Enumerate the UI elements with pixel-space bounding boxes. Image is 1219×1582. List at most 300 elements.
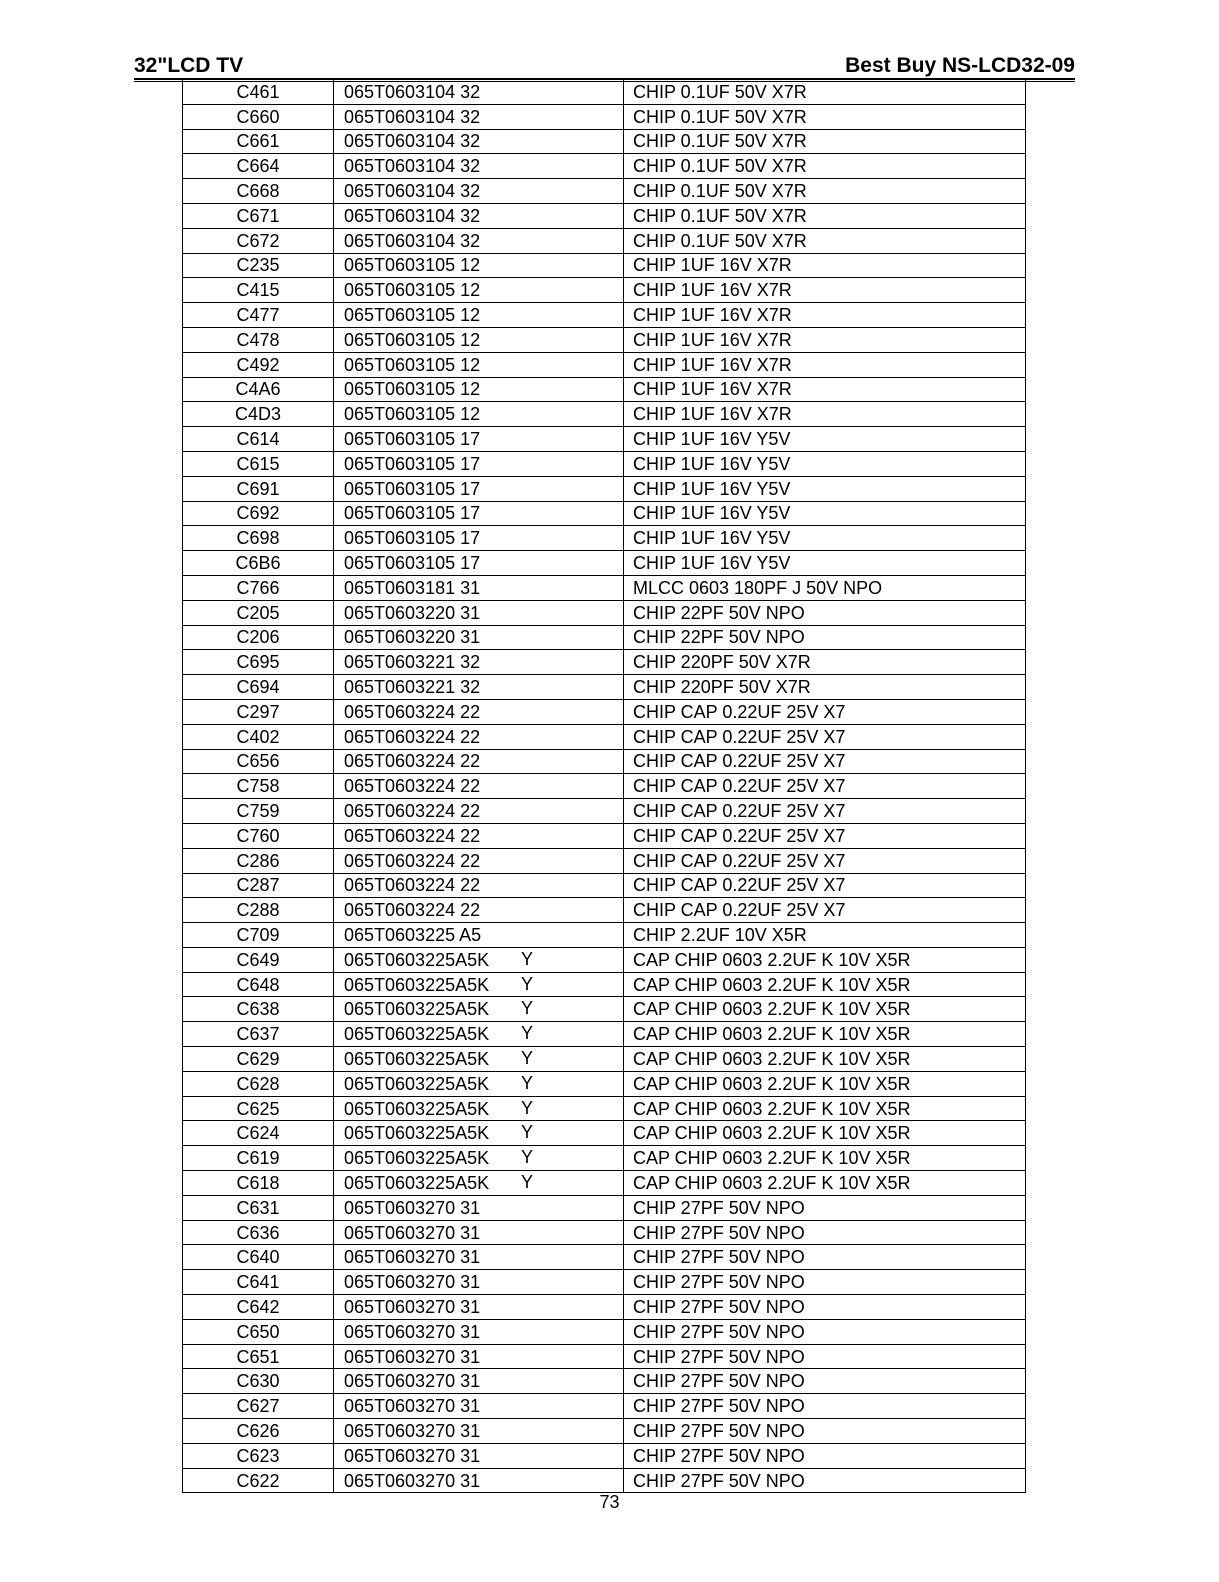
table-row [183, 427, 1026, 452]
part-number: 065T0603224 22 [344, 776, 481, 797]
ref-cell: C402 [183, 724, 334, 749]
part-number-cell [334, 203, 624, 228]
part-number-cell [334, 253, 624, 278]
part-number-cell [334, 402, 624, 427]
table-row [183, 1468, 1026, 1493]
table-row [183, 1319, 1026, 1344]
part-number: 065T0603270 31 [344, 1247, 481, 1268]
flag-mark: Y [521, 1023, 534, 1044]
description-cell: CHIP 27PF 50V NPO [624, 1468, 1026, 1493]
part-number-cell [334, 997, 624, 1022]
part-number-cell [334, 774, 624, 799]
table-row [183, 823, 1026, 848]
parts-table [182, 79, 1026, 1493]
ref-cell: C698 [183, 526, 334, 551]
part-number: 065T0603105 17 [344, 528, 481, 549]
description-cell: CAP CHIP 0603 2.2UF K 10V X5R [624, 1121, 1026, 1146]
table-row [183, 1419, 1026, 1444]
ref-cell: C692 [183, 501, 334, 526]
description-cell: CAP CHIP 0603 2.2UF K 10V X5R [624, 1022, 1026, 1047]
table-row [183, 997, 1026, 1022]
part-number: 065T0603270 31 [344, 1222, 481, 1243]
table-row [183, 923, 1026, 948]
ref-cell: C671 [183, 203, 334, 228]
table-row [183, 724, 1026, 749]
part-number-cell [334, 600, 624, 625]
description-cell: CHIP 1UF 16V X7R [624, 327, 1026, 352]
table-row [183, 352, 1026, 377]
part-number: 065T0603270 31 [344, 1371, 481, 1392]
part-number: 065T0603270 31 [344, 1445, 481, 1466]
part-number: 065T0603105 17 [344, 503, 481, 524]
part-number-cell [334, 303, 624, 328]
ref-cell: C651 [183, 1344, 334, 1369]
description-cell: CHIP 27PF 50V NPO [624, 1419, 1026, 1444]
ref-cell: C640 [183, 1245, 334, 1270]
description-cell: CHIP 27PF 50V NPO [624, 1195, 1026, 1220]
table-row [183, 1245, 1026, 1270]
description-cell: CHIP CAP 0.22UF 25V X7 [624, 699, 1026, 724]
part-number-cell [334, 848, 624, 873]
table-row [183, 749, 1026, 774]
part-number: 065T0603270 31 [344, 1296, 481, 1317]
part-number: 065T0603105 12 [344, 255, 481, 276]
table-row [183, 551, 1026, 576]
ref-cell: C650 [183, 1319, 334, 1344]
part-number: 065T0603224 22 [344, 900, 481, 921]
part-number: 065T0603225 A5 [344, 924, 482, 945]
ref-cell: C624 [183, 1121, 334, 1146]
part-number-cell [334, 278, 624, 303]
description-cell: CHIP 220PF 50V X7R [624, 650, 1026, 675]
flag-mark: Y [521, 1122, 534, 1143]
table-row [183, 575, 1026, 600]
ref-cell: C648 [183, 972, 334, 997]
part-number-cell [334, 1319, 624, 1344]
part-number-cell [334, 873, 624, 898]
part-number: 065T0603270 31 [344, 1321, 481, 1342]
ref-cell: C661 [183, 129, 334, 154]
table-row [183, 1394, 1026, 1419]
table-row [183, 1295, 1026, 1320]
part-number: 065T0603105 17 [344, 553, 481, 574]
flag-mark: Y [521, 998, 534, 1019]
table-row [183, 402, 1026, 427]
description-cell: CHIP 1UF 16V X7R [624, 377, 1026, 402]
description-cell: CHIP 27PF 50V NPO [624, 1369, 1026, 1394]
description-cell: CHIP 27PF 50V NPO [624, 1319, 1026, 1344]
part-number-cell [334, 898, 624, 923]
ref-cell: C641 [183, 1270, 334, 1295]
table-row [183, 1344, 1026, 1369]
table-row [183, 650, 1026, 675]
description-cell: CHIP 27PF 50V NPO [624, 1295, 1026, 1320]
ref-cell: C627 [183, 1394, 334, 1419]
table-row [183, 625, 1026, 650]
ref-cell: C695 [183, 650, 334, 675]
description-cell: CAP CHIP 0603 2.2UF K 10V X5R [624, 1096, 1026, 1121]
ref-cell: C4D3 [183, 402, 334, 427]
description-cell: CHIP 27PF 50V NPO [624, 1220, 1026, 1245]
description-cell: CHIP 1UF 16V Y5V [624, 501, 1026, 526]
ref-cell: C664 [183, 154, 334, 179]
table-row [183, 526, 1026, 551]
description-cell: CHIP 0.1UF 50V X7R [624, 179, 1026, 204]
part-number: 065T0603225A5K [344, 974, 490, 995]
header-product: Best Buy NS-LCD32-09 [845, 54, 1075, 77]
table-row [183, 278, 1026, 303]
part-number: 065T0603224 22 [344, 875, 481, 896]
table-row [183, 774, 1026, 799]
table-row [183, 1146, 1026, 1171]
part-number: 065T0603225A5K [344, 1172, 490, 1193]
ref-cell: C630 [183, 1369, 334, 1394]
ref-cell: C694 [183, 675, 334, 700]
ref-cell: C288 [183, 898, 334, 923]
parts-table-body [183, 80, 1026, 1493]
table-row [183, 327, 1026, 352]
part-number-cell [334, 1096, 624, 1121]
part-number-cell [334, 526, 624, 551]
part-number: 065T0603225A5K [344, 999, 490, 1020]
ref-cell: C614 [183, 427, 334, 452]
description-cell: CHIP 0.1UF 50V X7R [624, 80, 1026, 105]
part-number-cell [334, 1443, 624, 1468]
part-number: 065T0603104 32 [344, 131, 481, 152]
flag-mark: Y [521, 948, 534, 969]
part-number: 065T0603270 31 [344, 1396, 481, 1417]
ref-cell: C691 [183, 476, 334, 501]
ref-cell: C478 [183, 327, 334, 352]
description-cell: CHIP 22PF 50V NPO [624, 600, 1026, 625]
ref-cell: C461 [183, 80, 334, 105]
ref-cell: C615 [183, 451, 334, 476]
part-number: 065T0603105 12 [344, 280, 481, 301]
description-cell: CHIP CAP 0.22UF 25V X7 [624, 724, 1026, 749]
table-row [183, 1220, 1026, 1245]
part-number-cell [334, 799, 624, 824]
description-cell: CHIP 1UF 16V X7R [624, 402, 1026, 427]
description-cell: CHIP 0.1UF 50V X7R [624, 154, 1026, 179]
part-number-cell [334, 823, 624, 848]
part-number-cell [334, 1468, 624, 1493]
description-cell: CHIP 1UF 16V X7R [624, 352, 1026, 377]
part-number-cell [334, 749, 624, 774]
description-cell: CHIP 1UF 16V X7R [624, 278, 1026, 303]
ref-cell: C286 [183, 848, 334, 873]
part-number: 065T0603225A5K [344, 1123, 490, 1144]
part-number-cell [334, 1171, 624, 1196]
part-number-cell [334, 1369, 624, 1394]
part-number: 065T0603224 22 [344, 751, 481, 772]
description-cell: CHIP 1UF 16V Y5V [624, 476, 1026, 501]
description-cell: CHIP CAP 0.22UF 25V X7 [624, 898, 1026, 923]
description-cell: CHIP CAP 0.22UF 25V X7 [624, 749, 1026, 774]
part-number-cell [334, 1121, 624, 1146]
ref-cell: C619 [183, 1146, 334, 1171]
ref-cell: C649 [183, 947, 334, 972]
ref-cell: C235 [183, 253, 334, 278]
part-number: 065T0603104 32 [344, 156, 481, 177]
description-cell: CHIP 0.1UF 50V X7R [624, 203, 1026, 228]
description-cell: CAP CHIP 0603 2.2UF K 10V X5R [624, 997, 1026, 1022]
part-number-cell [334, 1146, 624, 1171]
ref-cell: C759 [183, 799, 334, 824]
table-row [183, 501, 1026, 526]
part-number-cell [334, 724, 624, 749]
part-number: 065T0603224 22 [344, 850, 481, 871]
part-number: 065T0603221 32 [344, 677, 481, 698]
part-number-cell [334, 1022, 624, 1047]
flag-mark: Y [521, 1072, 534, 1093]
table-row [183, 1047, 1026, 1072]
table-row [183, 129, 1026, 154]
flag-mark: Y [521, 1147, 534, 1168]
part-number-cell [334, 575, 624, 600]
ref-cell: C622 [183, 1468, 334, 1493]
flag-mark: Y [521, 973, 534, 994]
table-row [183, 451, 1026, 476]
part-number: 065T0603225A5K [344, 1098, 490, 1119]
part-number: 065T0603104 32 [344, 230, 481, 251]
part-number-cell [334, 476, 624, 501]
table-row [183, 1071, 1026, 1096]
table-row [183, 476, 1026, 501]
description-cell: CHIP 22PF 50V NPO [624, 625, 1026, 650]
ref-cell: C626 [183, 1419, 334, 1444]
part-number: 065T0603270 31 [344, 1346, 481, 1367]
ref-cell: C415 [183, 278, 334, 303]
part-number-cell [334, 1270, 624, 1295]
description-cell: CHIP 1UF 16V X7R [624, 303, 1026, 328]
description-cell: CHIP 0.1UF 50V X7R [624, 228, 1026, 253]
part-number: 065T0603224 22 [344, 825, 481, 846]
table-row [183, 848, 1026, 873]
part-number-cell [334, 427, 624, 452]
part-number: 065T0603224 22 [344, 726, 481, 747]
ref-cell: C642 [183, 1295, 334, 1320]
flag-mark: Y [521, 1097, 534, 1118]
part-number: 065T0603220 31 [344, 602, 481, 623]
table-row [183, 303, 1026, 328]
ref-cell: C668 [183, 179, 334, 204]
part-number: 065T0603105 12 [344, 354, 481, 375]
description-cell: CHIP 220PF 50V X7R [624, 675, 1026, 700]
header-model: 32"LCD TV [134, 54, 244, 77]
part-number: 065T0603225A5K [344, 949, 490, 970]
part-number-cell [334, 972, 624, 997]
table-row [183, 675, 1026, 700]
description-cell: CHIP 27PF 50V NPO [624, 1245, 1026, 1270]
description-cell: CHIP 27PF 50V NPO [624, 1443, 1026, 1468]
part-number-cell [334, 352, 624, 377]
table-row [183, 1195, 1026, 1220]
description-cell: CHIP CAP 0.22UF 25V X7 [624, 823, 1026, 848]
part-number-cell [334, 1220, 624, 1245]
table-row [183, 179, 1026, 204]
description-cell: CHIP 0.1UF 50V X7R [624, 129, 1026, 154]
table-row [183, 203, 1026, 228]
part-number: 065T0603225A5K [344, 1048, 490, 1069]
table-row [183, 228, 1026, 253]
description-cell: CAP CHIP 0603 2.2UF K 10V X5R [624, 1047, 1026, 1072]
description-cell: CHIP 1UF 16V Y5V [624, 526, 1026, 551]
part-number: 065T0603104 32 [344, 181, 481, 202]
part-number-cell [334, 1344, 624, 1369]
ref-cell: C492 [183, 352, 334, 377]
description-cell: CAP CHIP 0603 2.2UF K 10V X5R [624, 1146, 1026, 1171]
ref-cell: C656 [183, 749, 334, 774]
part-number-cell [334, 1394, 624, 1419]
part-number-cell [334, 625, 624, 650]
description-cell: CHIP 2.2UF 10V X5R [624, 923, 1026, 948]
table-row [183, 1171, 1026, 1196]
part-number: 065T0603270 31 [344, 1197, 481, 1218]
description-cell: CHIP CAP 0.22UF 25V X7 [624, 848, 1026, 873]
part-number: 065T0603105 17 [344, 478, 481, 499]
table-row [183, 154, 1026, 179]
description-cell: MLCC 0603 180PF J 50V NPO [624, 575, 1026, 600]
part-number-cell [334, 923, 624, 948]
part-number-cell [334, 1195, 624, 1220]
part-number: 065T0603220 31 [344, 627, 481, 648]
part-number: 065T0603105 12 [344, 329, 481, 350]
table-row [183, 898, 1026, 923]
part-number: 065T0603105 12 [344, 404, 481, 425]
part-number-cell [334, 377, 624, 402]
description-cell: CAP CHIP 0603 2.2UF K 10V X5R [624, 1071, 1026, 1096]
part-number-cell [334, 104, 624, 129]
ref-cell: C625 [183, 1096, 334, 1121]
table-row [183, 104, 1026, 129]
table-row [183, 377, 1026, 402]
table-row [183, 873, 1026, 898]
ref-cell: C623 [183, 1443, 334, 1468]
ref-cell: C4A6 [183, 377, 334, 402]
part-number-cell [334, 1047, 624, 1072]
part-number: 065T0603181 31 [344, 577, 481, 598]
ref-cell: C637 [183, 1022, 334, 1047]
part-number-cell [334, 501, 624, 526]
part-number: 065T0603225A5K [344, 1148, 490, 1169]
part-number-cell [334, 80, 624, 105]
table-row [183, 1096, 1026, 1121]
page-number: 73 [599, 1492, 620, 1512]
part-number: 065T0603104 32 [344, 106, 481, 127]
part-number-cell [334, 154, 624, 179]
description-cell: CHIP CAP 0.22UF 25V X7 [624, 774, 1026, 799]
description-cell: CHIP 1UF 16V Y5V [624, 451, 1026, 476]
part-number-cell [334, 1071, 624, 1096]
table-row [183, 1443, 1026, 1468]
part-number: 065T0603104 32 [344, 205, 481, 226]
part-number: 065T0603104 32 [344, 81, 481, 102]
table-row [183, 1022, 1026, 1047]
description-cell: CHIP 0.1UF 50V X7R [624, 104, 1026, 129]
part-number: 065T0603105 17 [344, 453, 481, 474]
ref-cell: C672 [183, 228, 334, 253]
table-row [183, 1270, 1026, 1295]
ref-cell: C205 [183, 600, 334, 625]
ref-cell: C297 [183, 699, 334, 724]
ref-cell: C287 [183, 873, 334, 898]
ref-cell: C629 [183, 1047, 334, 1072]
table-row [183, 80, 1026, 105]
part-number: 065T0603270 31 [344, 1420, 481, 1441]
table-row [183, 699, 1026, 724]
part-number-cell [334, 1295, 624, 1320]
ref-cell: C628 [183, 1071, 334, 1096]
part-number: 065T0603221 32 [344, 652, 481, 673]
description-cell: CHIP 27PF 50V NPO [624, 1344, 1026, 1369]
part-number-cell [334, 179, 624, 204]
description-cell: CHIP 27PF 50V NPO [624, 1394, 1026, 1419]
part-number-cell [334, 1245, 624, 1270]
part-number-cell [334, 228, 624, 253]
part-number: 065T0603105 12 [344, 305, 481, 326]
description-cell: CHIP 1UF 16V Y5V [624, 427, 1026, 452]
ref-cell: C618 [183, 1171, 334, 1196]
ref-cell: C631 [183, 1195, 334, 1220]
part-number-cell [334, 551, 624, 576]
table-row [183, 253, 1026, 278]
part-number-cell [334, 650, 624, 675]
table-row [183, 1369, 1026, 1394]
part-number: 065T0603224 22 [344, 701, 481, 722]
table-row [183, 799, 1026, 824]
part-number: 065T0603224 22 [344, 801, 481, 821]
table-row [183, 947, 1026, 972]
table-row [183, 600, 1026, 625]
part-number: 065T0603270 31 [344, 1272, 481, 1293]
part-number-cell [334, 129, 624, 154]
ref-cell: C660 [183, 104, 334, 129]
page-header [134, 52, 1075, 80]
ref-cell: C638 [183, 997, 334, 1022]
flag-mark: Y [521, 1172, 534, 1193]
description-cell: CHIP CAP 0.22UF 25V X7 [624, 873, 1026, 898]
table-row [183, 1121, 1026, 1146]
ref-cell: C206 [183, 625, 334, 650]
description-cell: CAP CHIP 0603 2.2UF K 10V X5R [624, 1171, 1026, 1196]
part-number-cell [334, 947, 624, 972]
table-row [183, 972, 1026, 997]
part-number: 065T0603105 12 [344, 379, 481, 400]
ref-cell: C758 [183, 774, 334, 799]
description-cell: CAP CHIP 0603 2.2UF K 10V X5R [624, 972, 1026, 997]
ref-cell: C6B6 [183, 551, 334, 576]
flag-mark: Y [521, 1048, 534, 1069]
part-number-cell [334, 675, 624, 700]
part-number: 065T0603270 31 [344, 1470, 481, 1491]
part-number-cell [334, 1419, 624, 1444]
description-cell: CHIP 27PF 50V NPO [624, 1270, 1026, 1295]
part-number-cell [334, 327, 624, 352]
part-number: 065T0603225A5K [344, 1024, 490, 1045]
ref-cell: C477 [183, 303, 334, 328]
part-number: 065T0603105 17 [344, 429, 481, 450]
part-number: 065T0603225A5K [344, 1073, 490, 1094]
description-cell: CHIP CAP 0.22UF 25V X7 [624, 799, 1026, 824]
ref-cell: C636 [183, 1220, 334, 1245]
ref-cell: C760 [183, 823, 334, 848]
description-cell: CAP CHIP 0603 2.2UF K 10V X5R [624, 947, 1026, 972]
description-cell: CHIP 1UF 16V X7R [624, 253, 1026, 278]
ref-cell: C766 [183, 575, 334, 600]
description-cell: CHIP 1UF 16V Y5V [624, 551, 1026, 576]
part-number-cell [334, 451, 624, 476]
ref-cell: C709 [183, 923, 334, 948]
